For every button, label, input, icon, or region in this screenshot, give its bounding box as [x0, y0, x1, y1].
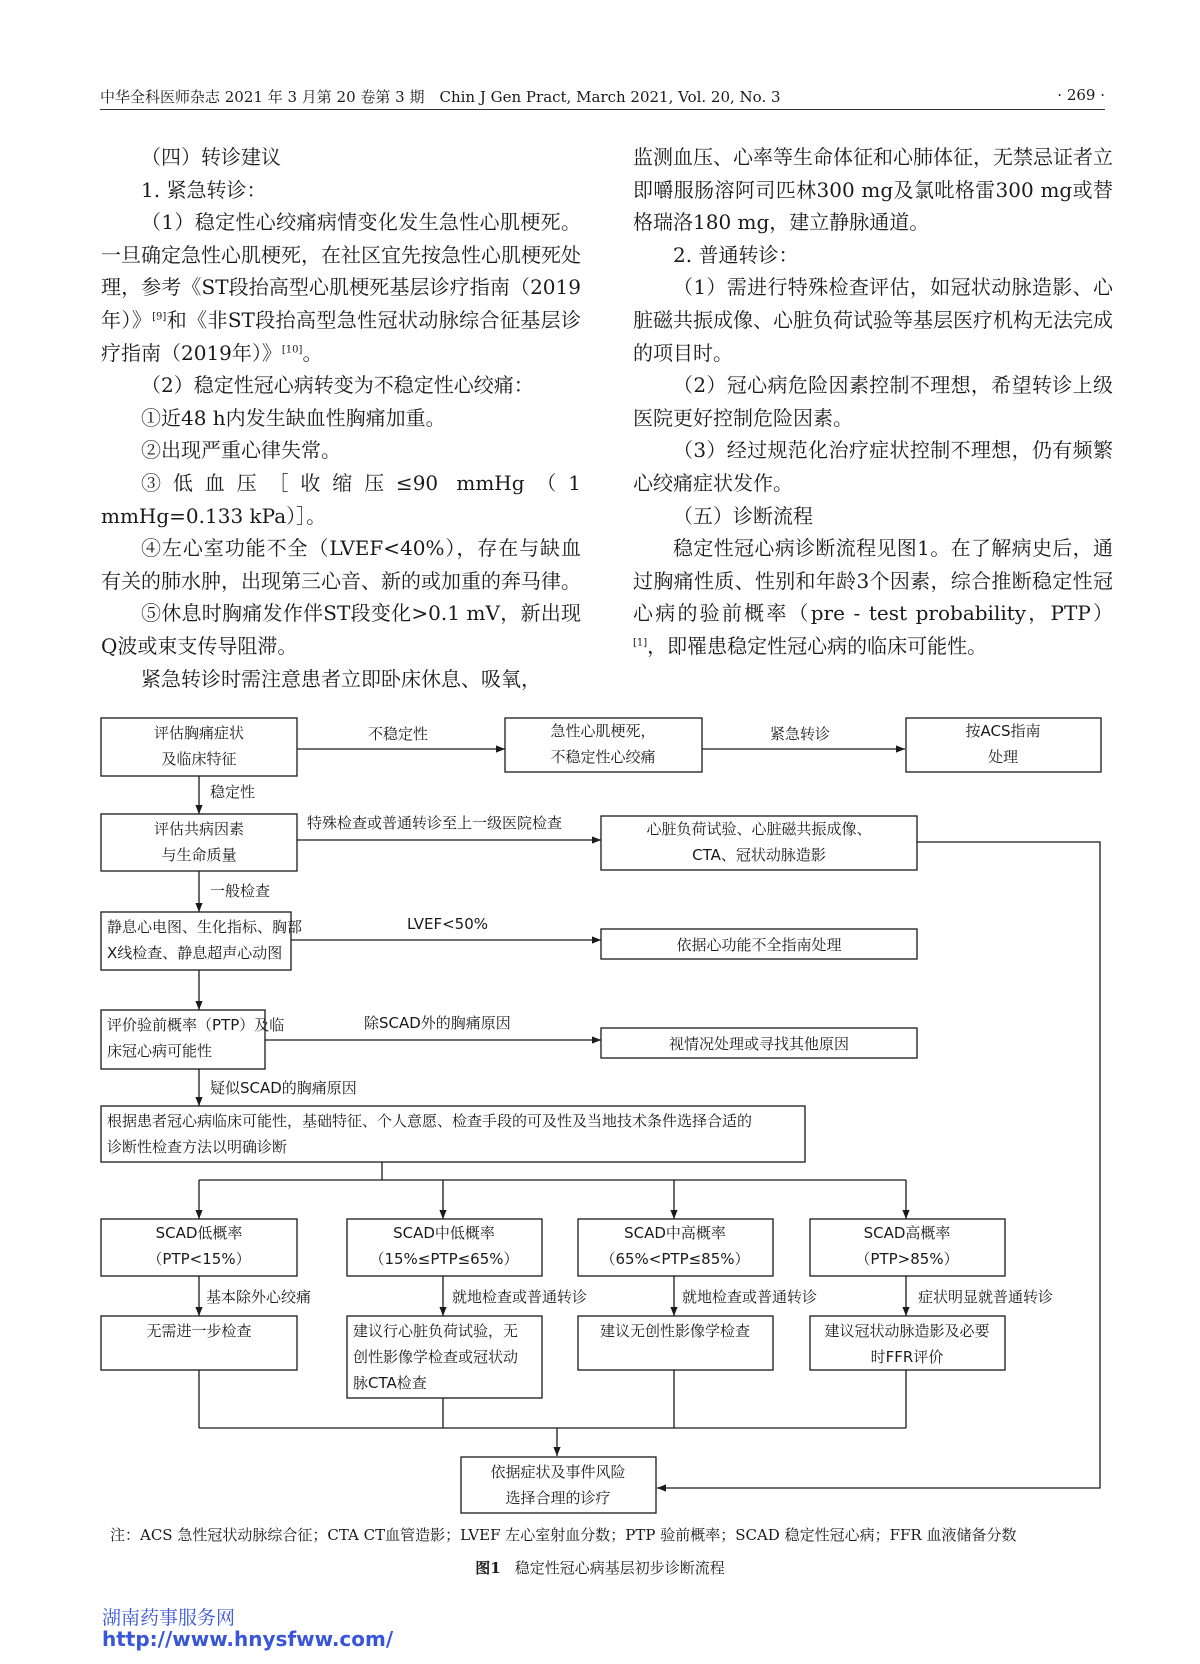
- box-comorbidity-line1: 评估共病因素: [153, 820, 245, 838]
- list-item-3: ③低血压［收缩压≤90 mmHg（1 mmHg=0.133 kPa）］。: [101, 470, 581, 528]
- paragraph-urgent-care: 紧急转诊时需注意患者立即卧床休息、吸氧，: [141, 666, 541, 691]
- box-routine-tests-line1: 静息心电图、生化指标、胸部: [107, 918, 303, 936]
- general-item-2: （2）冠心病危险因素控制不理想，希望转诊上级医院更好控制危险因素。: [633, 373, 1113, 430]
- box-other-causes: 视情况处理或寻找其他原因: [668, 1035, 850, 1053]
- box-scad-mid-low-line1: SCAD中低概率: [393, 1224, 495, 1242]
- box-scad-mid-high-line1: SCAD中高概率: [624, 1224, 726, 1242]
- page-number: · 269 ·: [1057, 86, 1105, 104]
- box-scad-low-line1: SCAD低概率: [155, 1224, 243, 1242]
- box-acs-guideline-line2: 处理: [987, 748, 1019, 766]
- ref-1: [1]: [633, 637, 648, 649]
- label-local-or-referral-2: 就地检查或普通转诊: [682, 1288, 818, 1306]
- paragraph-unstable-angina: （2）稳定性冠心病转变为不稳定性心绞痛：: [141, 373, 534, 398]
- box-scad-low-line2: （PTP<15%）: [147, 1250, 251, 1268]
- paragraph-diagnosis-flow: 稳定性冠心病诊断流程见图1。在了解病史后，通过胸痛性质、性别和年龄3个因素，综合推断稳定性冠心病的验前概率（pre - test probability，PTP）[1]，即罹患稳定性冠心病的临床可能性。: [633, 536, 1113, 658]
- label-suspected-scad: 疑似SCAD的胸痛原因: [210, 1079, 357, 1097]
- box-ptp-assess-line1: 评价验前概率（PTP）及临: [107, 1016, 285, 1034]
- figure-caption: [0, 1557, 1200, 1578]
- box-scad-mid-high-line2: （65%<PTP≤85%）: [600, 1250, 750, 1268]
- list-item-1: ①近48 h内发生缺血性胸痛加重。: [141, 405, 446, 430]
- box-noninvasive-imaging: 建议无创性影像学检查: [599, 1322, 751, 1340]
- subheading-general-referral: 2. 普通转诊：: [673, 242, 799, 267]
- box-assess-chest-pain-line2: 及临床特征: [161, 750, 237, 768]
- box-acs-guideline-line1: 按ACS指南: [965, 722, 1041, 740]
- label-general-exam: 一般检查: [210, 882, 271, 900]
- ref-9: [9]: [152, 311, 167, 323]
- box-comorbidity-line2: 与生命质量: [161, 846, 237, 864]
- box-stress-test-line3: 脉CTA检查: [353, 1374, 427, 1392]
- list-item-4: ④左心室功能不全（LVEF<40%），存在与缺血有关的肺水肿，出现第三心音、新的或加重的奔马律。: [101, 536, 581, 593]
- label-exclude-angina: 基本除外心绞痛: [206, 1288, 312, 1306]
- general-item-1: （1）需进行特殊检查评估，如冠状动脉造影、心脏磁共振成像、心脏负荷试验等基层医疗机构无法完成的项目时。: [633, 275, 1113, 365]
- box-acute-mi-line2: 不稳定性心绞痛: [550, 748, 656, 766]
- box-stress-test-line1: 建议行心脏负荷试验，无: [353, 1322, 519, 1340]
- label-local-or-referral-1: 就地检查或普通转诊: [452, 1288, 588, 1306]
- box-final-treatment-line2: 选择合理的诊疗: [505, 1489, 611, 1507]
- figure-title: 稳定性冠心病基层初步诊断流程: [514, 1559, 725, 1577]
- section-heading-referral: （四）转诊建议: [141, 145, 281, 169]
- figure-label: 图1: [475, 1559, 501, 1577]
- label-lvef: LVEF<50%: [407, 915, 488, 933]
- section-heading-diagnosis: （五）诊断流程: [673, 503, 813, 528]
- figure-note: 注：ACS 急性冠状动脉综合征；CTA CT血管造影；LVEF 左心室射血分数；PTP 验前概率；SCAD 稳定性冠心病；FFR 血液储备分数: [110, 1526, 1017, 1544]
- box-assess-chest-pain-line1: 评估胸痛症状: [153, 724, 245, 742]
- label-urgent-referral: 紧急转诊: [769, 725, 831, 743]
- label-obvious-symptoms-referral: 症状明显就普通转诊: [918, 1288, 1054, 1306]
- box-angiography-line2: 时FFR评价: [870, 1348, 944, 1366]
- box-ptp-assess-line2: 床冠心病可能性: [107, 1042, 213, 1060]
- box-special-tests-line1: 心脏负荷试验、心脏磁共振成像、: [646, 820, 872, 838]
- list-item-2: ②出现严重心律失常。: [141, 438, 341, 463]
- box-angiography-line1: 建议冠状动脉造影及必要: [824, 1322, 990, 1340]
- box-final-treatment-line1: 依据症状及事件风险: [490, 1463, 626, 1481]
- label-unstable: 不稳定性: [367, 725, 429, 743]
- paragraph-urgent-care-cont: 监测血压、心率等生命体征和心肺体征，无禁忌证者立即嚼服肠溶阿司匹林300 mg及氯吡格雷300 mg或替格瑞洛180 mg，建立静脉通道。: [633, 145, 1113, 235]
- box-scad-mid-low-line2: （15%≤PTP≤65%）: [369, 1250, 519, 1268]
- paragraph-acute-mi: （1）稳定性心绞痛病情变化发生急性心肌梗死。一旦确定急性心肌梗死，在社区宜先按急性心肌梗死处理，参考《ST段抬高型心肌梗死基层诊疗指南（2019年）》[9]和《非ST段抬高型急性冠状动脉综合征基层诊疗指南（2019年）》[10]。: [101, 210, 582, 365]
- list-item-5: ⑤休息时胸痛发作伴ST段变化>0.1 mV，新出现Q波或束支传导阻滞。: [101, 601, 581, 658]
- box-heart-failure-guideline: 依据心功能不全指南处理: [676, 936, 842, 954]
- box-choose-test-line2: 诊断性检查方法以明确诊断: [107, 1138, 288, 1156]
- box-routine-tests-line2: X线检查、静息超声心动图: [107, 944, 283, 962]
- box-no-further-test: 无需进一步检查: [146, 1322, 252, 1340]
- label-special-referral: 特殊检查或普通转诊至上一级医院检查: [307, 814, 563, 832]
- source-site-name: 湖南药事服务网: [102, 1607, 236, 1629]
- box-scad-high-line2: （PTP>85%）: [855, 1250, 959, 1268]
- box-stress-test-line2: 创性影像学检查或冠状动: [353, 1348, 519, 1366]
- label-non-scad-pain: 除SCAD外的胸痛原因: [364, 1014, 511, 1032]
- box-scad-high-line1: SCAD高概率: [863, 1224, 951, 1242]
- ref-10: [10]: [281, 343, 303, 355]
- general-item-3: （3）经过规范化治疗症状控制不理想，仍有频繁心绞痛症状发作。: [633, 438, 1113, 495]
- label-stable: 稳定性: [210, 783, 256, 801]
- source-site-url[interactable]: http://www.hnysfww.com/: [102, 1627, 394, 1651]
- box-choose-test-line1: 根据患者冠心病临床可能性，基础特征、个人意愿、检查手段的可及性及当地技术条件选择合适的: [107, 1112, 753, 1130]
- box-acute-mi-line1: 急性心肌梗死，: [550, 722, 656, 740]
- box-special-tests-line2: CTA、冠状动脉造影: [692, 846, 826, 864]
- subheading-urgent-referral: 1. 紧急转诊：: [141, 177, 267, 202]
- journal-citation: 中华全科医师杂志 2021 年 3 月第 20 卷第 3 期 Chin J Gen Pract, March 2021, Vol. 20, No. 3: [100, 88, 781, 106]
